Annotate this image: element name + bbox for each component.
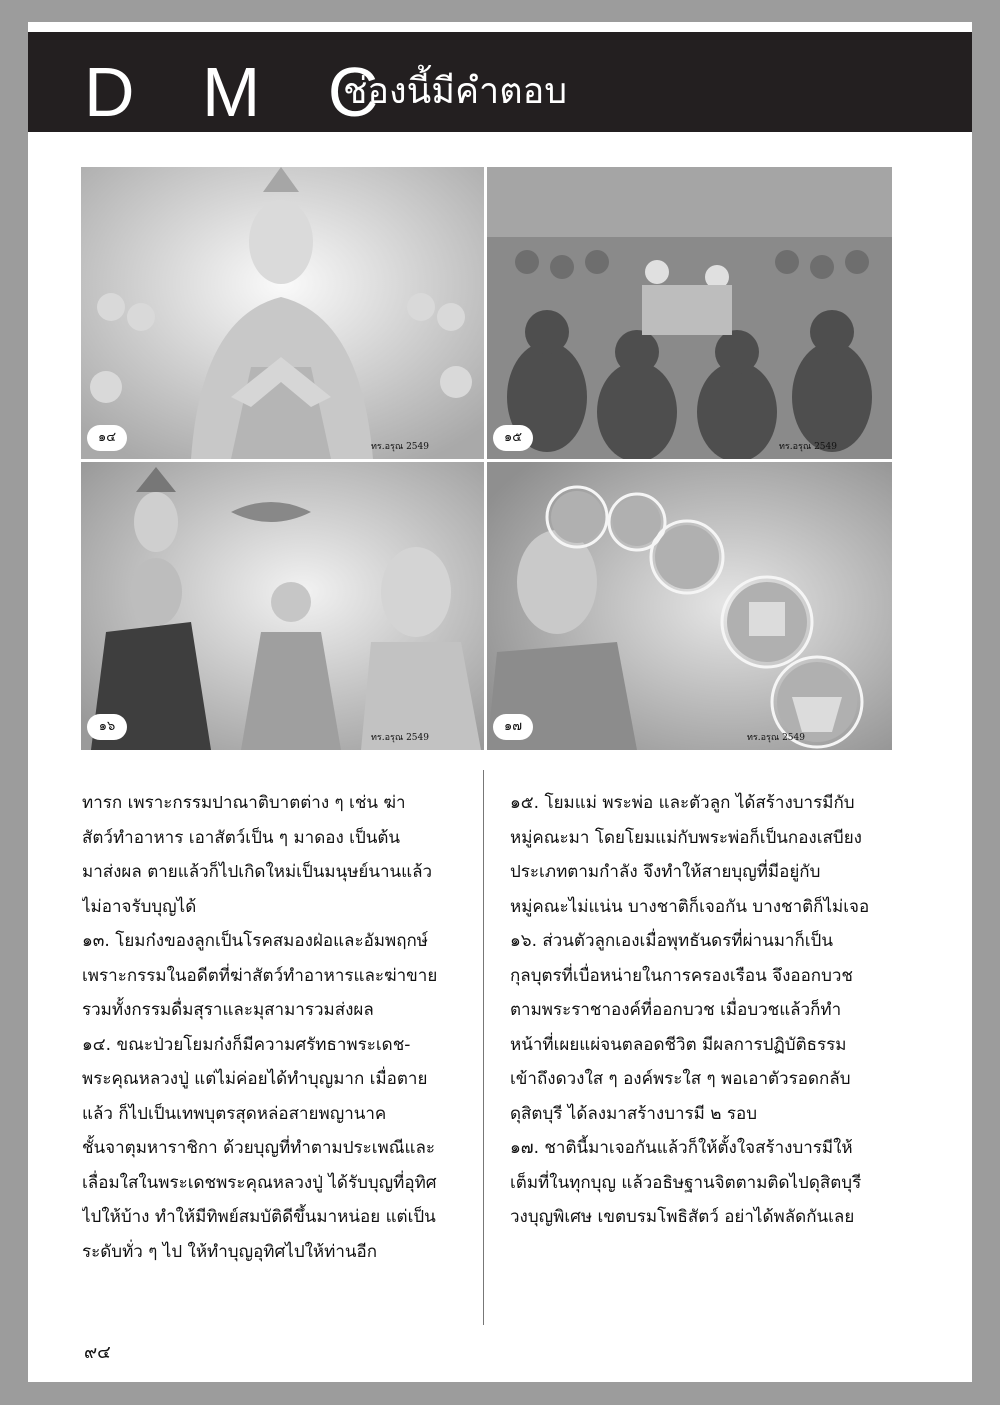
text-line: ตามพระราชาองค์ที่ออกบวช เมื่อบวชแล้วก็ทำ — [510, 1000, 842, 1020]
text-line: วงบุญพิเศษ เขตบรมโพธิสัตว์ อย่าได้พลัดกันเลย — [510, 1207, 855, 1227]
text-line: ๑๕. โยมแม่ พระพ่อ และตัวลูก ได้สร้างบารมีกับ — [510, 793, 855, 813]
panel-number-badge: ๑๖ — [87, 714, 127, 740]
text-line: ๑๗. ชาตินี้มาเจอกันแล้วก็ให้ตั้งใจสร้างบารมีให้ — [510, 1138, 853, 1158]
text-line: เลื่อมใสในพระเดชพระคุณหลวงปู่ ได้รับบุญที่อุทิศ — [82, 1172, 437, 1193]
text-line: กุลบุตรที่เบื่อหน่ายในการครองเรือน จึงออกบวช — [510, 965, 853, 986]
text-line: พระคุณหลวงปู่ แต่ไม่ค่อยได้ทำบุญมาก เมื่อตาย — [82, 1069, 428, 1089]
text-line: ไปให้บ้าง ทำให้มีทิพย์สมบัติดีขึ้นมาหน่อย แต่เป็น — [82, 1207, 436, 1227]
artist-signature: ทร.อรุณ 2549 — [747, 733, 805, 743]
text-line: มาส่งผล ตายแล้วก็ไปเกิดใหม่เป็นมนุษย์นานแล้ว — [82, 862, 433, 882]
illustration-panel-16 — [81, 462, 484, 750]
text-line: สัตว์ทำอาหาร เอาสัตว์เป็น ๆ มาดอง เป็นต้น — [82, 827, 401, 848]
illustration-panel-17 — [487, 462, 892, 750]
deva-illustration — [81, 167, 484, 459]
panel-number-badge: ๑๔ — [87, 425, 127, 451]
text-line: แล้ว ก็ไปเป็นเทพบุตรสุดหล่อสายพญานาค — [82, 1103, 387, 1124]
monks-assembly-illustration — [487, 167, 892, 459]
artist-signature: ทร.อรุณ 2549 — [371, 733, 429, 743]
text-line: เข้าถึงดวงใส ๆ องค์พระใส ๆ พอเอาตัวรอดกลับ — [510, 1069, 851, 1089]
panel-number-badge: ๑๕ — [493, 425, 533, 451]
monk-merit-illustration — [487, 462, 892, 750]
text-line: เต็มที่ในทุกบุญ แล้วอธิษฐานจิตตามติดไปดุสิตบุรี — [510, 1172, 862, 1193]
page-number: ๙๔ — [84, 1342, 111, 1363]
text-line: ๑๖. ส่วนตัวลูกเองเมื่อพุทธันดรที่ผ่านมาก็เป็น — [510, 931, 833, 951]
column-divider — [483, 770, 484, 1325]
text-line: ดุสิตบุรี ได้ลงมาสร้างบารมี ๒ รอบ — [510, 1103, 758, 1124]
text-line: หมู่คณะไม่แน่น บางชาติก็เจอกัน บางชาติก็ไม่เจอ — [510, 896, 870, 917]
text-line: รวมทั้งกรรมดื่มสุราและมุสามารวมส่งผล — [82, 1000, 374, 1020]
illustration-panel-15 — [487, 167, 892, 459]
text-line: หมู่คณะมา โดยโยมแม่กับพระพ่อก็เป็นกองเสบียง — [510, 827, 862, 848]
artist-signature: ทร.อรุณ 2549 — [779, 442, 837, 452]
text-line: ไม่อาจรับบุญได้ — [82, 896, 197, 917]
header-bar — [28, 32, 972, 132]
text-line: ๑๔. ขณะป่วยโยมก๋งก็มีความศรัทธาพระเดช- — [82, 1034, 411, 1055]
text-line: เพราะกรรมในอดีตที่ฆ่าสัตว์ทำอาหารและฆ่าขาย — [82, 965, 438, 986]
past-lives-illustration — [81, 462, 484, 750]
section-subtitle: ช่องนี้มีคำตอบ — [343, 71, 568, 112]
text-line: ระดับทั่ว ๆ ไป ให้ทำบุญอุทิศไปให้ท่านอีก — [82, 1241, 377, 1262]
artist-signature: ทร.อรุณ 2549 — [371, 442, 429, 452]
panel-number-badge: ๑๗ — [493, 714, 533, 740]
left-text-column — [82, 786, 502, 1269]
text-line: ประเภทตามกำลัง จึงทำให้สายบุญที่มีอยู่กับ — [510, 862, 821, 882]
page — [28, 22, 972, 1382]
text-line: หน้าที่เผยแผ่จนตลอดชีวิต มีผลการปฏิบัติธรรม — [510, 1034, 847, 1055]
text-line: ๑๓. โยมก๋งของลูกเป็นโรคสมองฝ่อและอัมพฤกษ์ — [82, 931, 428, 951]
text-line: ทารก เพราะกรรมปาณาติบาตต่าง ๆ เช่น ฆ่า — [82, 793, 406, 813]
brand-title: D M C — [84, 53, 403, 131]
text-line: ชั้นจาตุมหาราชิกา ด้วยบุญที่ทำตามประเพณีและ — [82, 1138, 436, 1158]
right-text-column — [510, 786, 930, 1235]
illustration-panel-14 — [81, 167, 484, 459]
